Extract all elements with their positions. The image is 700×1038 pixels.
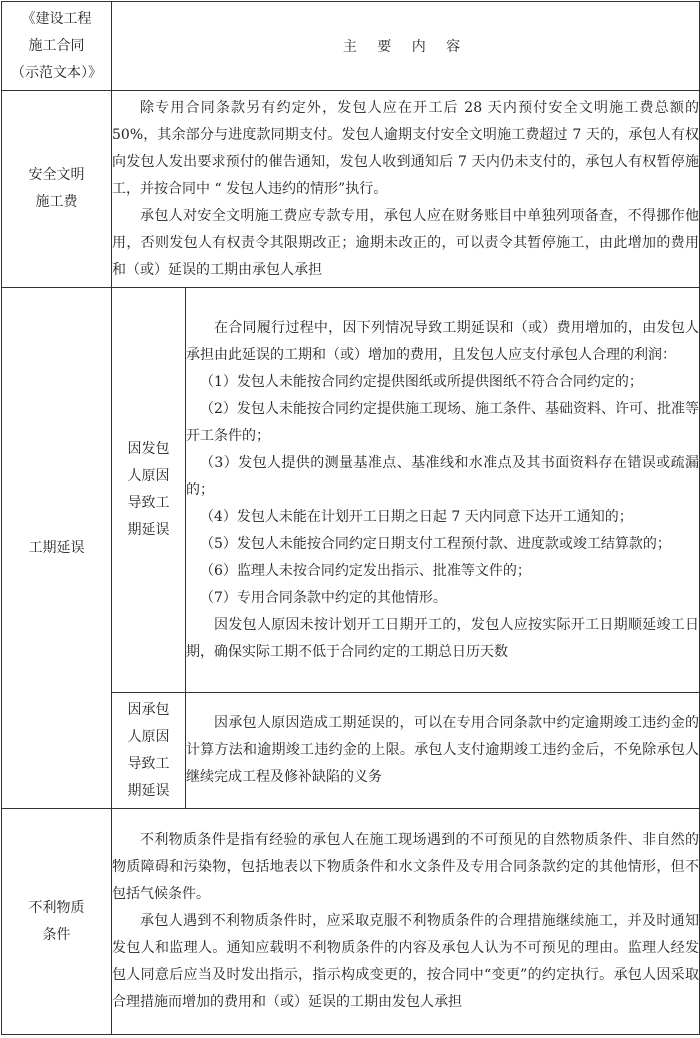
safety-label-line2: 施工费 [35,194,78,210]
header-col1-line2: 施工合同 [28,37,85,54]
safety-content-cell [112,91,700,288]
delay-contractor-sub-line1: 因承包 [127,701,170,718]
delay-employer-item-3: （3）发包人提供的测量基准点、基准线和水准点及其书面资料存在错误或疏漏的； [186,454,700,498]
delay-employer-sublabel-cell [112,288,186,693]
adverse-row [2,809,700,1035]
safety-paragraph-1: 除专用合同条款另有约定外，发包人应在开工后 28 天内预付安全文明施工费总额的 50%，其余部分与进度款同期支付。发包人逾期支付安全文明施工费超过 7 天的，承包人有权向发包人发出要求预付的催告通知，发包人收到通知后 7 天内仍未支付的，承包人有权暂停施工，并按合同中 “ 发包人违约的情形”执行。 [112,99,700,197]
delay-contractor-sublabel-cell [112,693,186,809]
delay-employer-intro: 在合同履行过程中，因下列情况导致工期延误和（或）费用增加的，由发包人承担由此延误的工期和（或）增加的费用，且发包人应支付承包人合理的利润： [186,319,700,363]
adverse-paragraph-2: 承包人遇到不利物质条件时，应采取克服不利物质条件的合理措施继续施工，并及时通知发包人和监理人。通知应载明不利物质条件的内容及承包人认为不可预见的理由。监理人经发包人同意后应当及时发出指示，指示构成变更的，按合同中“变更”的约定执行。承包人因采取合理措施而增加的费用和（或）延误的工期由发包人承担 [112,913,700,1010]
delay-employer-item-1: （1）发包人未能按合同约定提供图纸或所提供图纸不符合合同约定的； [200,373,643,390]
delay-contractor-text: 因承包人原因造成工期延误的，可以在专用合同条款中约定逾期竣工违约金的计算方法和逾期竣工违约金的上限。承包人支付逾期竣工违约金后，不免除承包人继续完成工程及修补缺陷的义务 [186,715,700,785]
delay-employer-item-5: （5）发包人未能按合同约定日期支付工程预付款、进度款或竣工结算款的； [200,535,671,552]
header-main-cell [112,2,700,91]
adverse-paragraph-1: 不利物质条件是指有经验的承包人在施工现场遇到的不可预见的自然物质条件、非自然的物质障碍和污染物，包括地表以下物质条件和水文条件及专用合同条款约定的其他情形，但不包括气候条件。 [112,832,700,902]
delay-employer-item-7: （7）专用合同条款中约定的其他情形。 [200,589,447,606]
delay-employer-item-6: （6）监理人未按合同约定发出指示、批准等文件的； [200,562,531,579]
delay-employer-item-4: （4）发包人未能在计划开工日期之日起 7 天内同意下达开工通知的； [200,508,633,525]
safety-label-line1: 安全文明 [28,167,85,183]
delay-contractor-sub-line2: 人原因 [127,728,170,745]
delay-employer-sub-line1: 因发包 [127,441,170,457]
contract-table [1,1,700,1035]
delay-label: 工期延误 [28,539,85,556]
adverse-label-line2: 条件 [42,926,71,943]
header-main-title: 主 要 内 容 [342,39,469,55]
delay-label-cell [2,288,112,809]
delay-employer-sub-line2: 人原因 [127,468,170,484]
header-col1-cell [2,2,112,91]
delay-employer-row [2,288,700,693]
delay-employer-sub-line3: 导致工 [127,495,170,511]
delay-employer-outro: 因发包人原因未按计划开工日期开工的，发包人应按实际开工日期顺延竣工日期，确保实际工期不低于合同约定的工期总日历天数 [186,616,700,660]
adverse-label-line1: 不利物质 [28,899,85,916]
safety-row [2,91,700,288]
adverse-label-cell [2,809,112,1035]
safety-paragraph-2: 承包人对安全文明施工费应专款专用，承包人应在财务账目中单独列项备查，不得挪作他用，否则发包人有权责令其限期改正；逾期未改正的，可以责令其暂停施工，由此增加的费用和（或）延误的工期由承包人承担 [112,207,700,278]
delay-contractor-sub-line3: 导致工 [127,755,170,772]
delay-contractor-sub-line4: 期延误 [127,782,170,799]
delay-employer-content-cell [186,288,700,693]
header-col1-line3: （示范文本）》 [11,64,102,81]
delay-employer-item-2: （2）发包人未能按合同约定提供施工现场、施工条件、基础资料、许可、批准等开工条件的； [186,400,700,444]
header-col1-line1: 《建设工程 [21,10,92,27]
safety-label-cell [2,91,112,288]
delay-contractor-content-cell [186,693,700,809]
header-row [2,2,700,91]
adverse-content-cell [112,809,700,1035]
delay-employer-sub-line4: 期延误 [127,522,170,538]
